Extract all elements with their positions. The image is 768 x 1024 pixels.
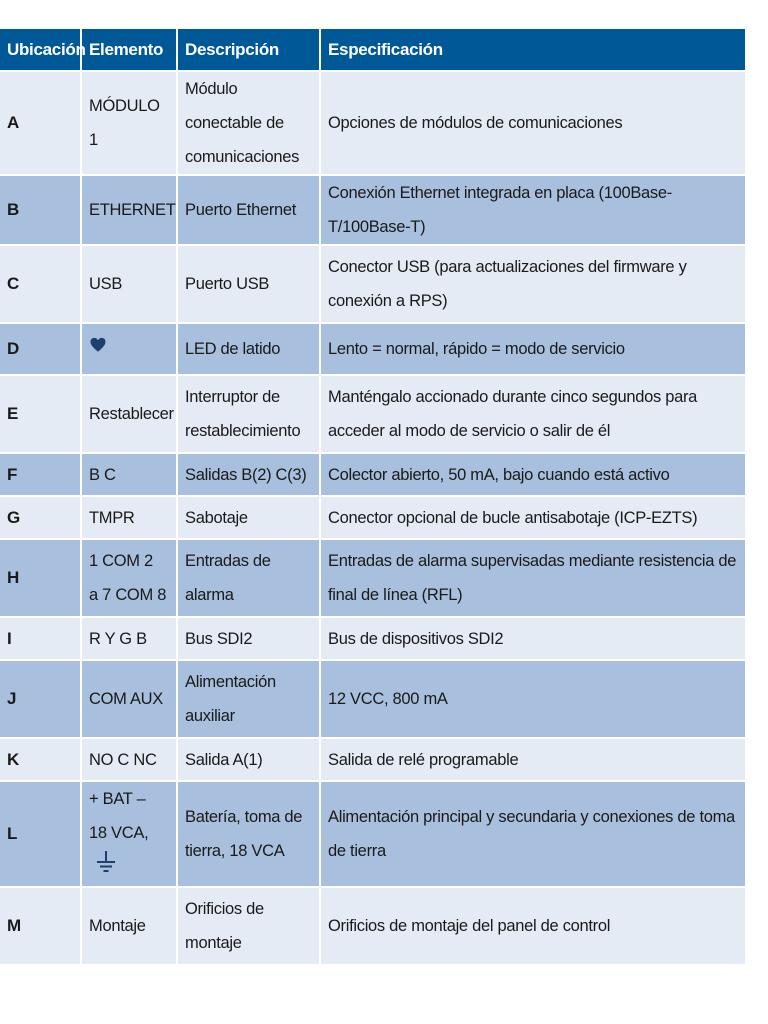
description-cell: LED de latido (178, 324, 321, 376)
location-cell: L (0, 782, 82, 888)
element-cell: USB (82, 246, 178, 324)
table-row (0, 454, 745, 497)
description-cell: Puerto USB (178, 246, 321, 324)
specification-cell: Conexión Ethernet integrada en placa (100Base-T/100Base-T) (321, 176, 745, 246)
specification-cell: Bus de dispositivos SDI2 (321, 618, 745, 661)
location-cell: B (0, 176, 82, 246)
description-cell: Orificios de montaje (178, 888, 321, 966)
table-row (0, 497, 745, 540)
table-row (0, 176, 745, 246)
description-cell: Sabotaje (178, 497, 321, 540)
specification-cell: Conector opcional de bucle antisabotaje (ICP-EZTS) (321, 497, 745, 540)
location-cell: K (0, 739, 82, 782)
table-row (0, 739, 745, 782)
element-cell: B C (82, 454, 178, 497)
element-cell: COM AUX (82, 661, 178, 739)
description-cell: Módulo conectable de comunicaciones (178, 72, 321, 176)
header-elemento: Elemento (82, 29, 178, 72)
specification-table-container (0, 29, 745, 966)
location-cell: D (0, 324, 82, 376)
specification-cell: 12 VCC, 800 mA (321, 661, 745, 739)
location-cell: F (0, 454, 82, 497)
table-row (0, 782, 745, 888)
location-cell: A (0, 72, 82, 176)
element-cell (82, 540, 178, 618)
element-cell: ETHERNET (82, 176, 178, 246)
table-row (0, 376, 745, 454)
element-line-1: 1 COM 2 (89, 552, 153, 570)
ground-icon (95, 850, 117, 886)
specification-cell: Entradas de alarma supervisadas mediante resistencia de final de línea (RFL) (321, 540, 745, 618)
element-line-2-wrap (89, 816, 169, 886)
location-cell: C (0, 246, 82, 324)
description-cell: Alimentación auxiliar (178, 661, 321, 739)
element-cell (82, 324, 178, 376)
header-especificacion: Especificación (321, 29, 745, 72)
table-row (0, 72, 745, 176)
header-descripcion: Descripción (178, 29, 321, 72)
element-line-1: + BAT – (89, 790, 146, 808)
element-cell (82, 782, 178, 888)
element-line-2: 18 VCA, (89, 824, 149, 842)
description-cell: Puerto Ethernet (178, 176, 321, 246)
table-row (0, 618, 745, 661)
description-cell: Entradas de alarma (178, 540, 321, 618)
specification-cell: Salida de relé programable (321, 739, 745, 782)
header-ubicacion: Ubicación (0, 29, 82, 72)
location-cell: J (0, 661, 82, 739)
table-row (0, 661, 745, 739)
element-cell: R Y G B (82, 618, 178, 661)
description-cell: Salidas B(2) C(3) (178, 454, 321, 497)
specification-cell: Alimentación principal y secundaria y conexiones de toma de tierra (321, 782, 745, 888)
location-cell: E (0, 376, 82, 454)
location-cell: H (0, 540, 82, 618)
heart-icon (89, 332, 107, 366)
specification-cell: Orificios de montaje del panel de control (321, 888, 745, 966)
specification-cell: Colector abierto, 50 mA, bajo cuando está activo (321, 454, 745, 497)
table-row (0, 246, 745, 324)
location-cell: G (0, 497, 82, 540)
specification-table (0, 29, 745, 966)
table-header-row (0, 29, 745, 72)
description-cell: Interruptor de restablecimiento (178, 376, 321, 454)
specification-cell: Manténgalo accionado durante cinco segundos para acceder al modo de servicio o salir de él (321, 376, 745, 454)
specification-cell: Opciones de módulos de comunicaciones (321, 72, 745, 176)
table-row (0, 324, 745, 376)
element-cell: Montaje (82, 888, 178, 966)
description-cell: Salida A(1) (178, 739, 321, 782)
description-cell: Batería, toma de tierra, 18 VCA (178, 782, 321, 888)
specification-cell: Conector USB (para actualizaciones del firmware y conexión a RPS) (321, 246, 745, 324)
description-cell: Bus SDI2 (178, 618, 321, 661)
specification-cell: Lento = normal, rápido = modo de servicio (321, 324, 745, 376)
element-cell: Restablecer (82, 376, 178, 454)
element-cell: TMPR (82, 497, 178, 540)
table-row (0, 540, 745, 618)
element-cell: MÓDULO 1 (82, 72, 178, 176)
location-cell: I (0, 618, 82, 661)
element-cell: NO C NC (82, 739, 178, 782)
table-row (0, 888, 745, 966)
location-cell: M (0, 888, 82, 966)
element-line-2: a 7 COM 8 (89, 586, 167, 604)
